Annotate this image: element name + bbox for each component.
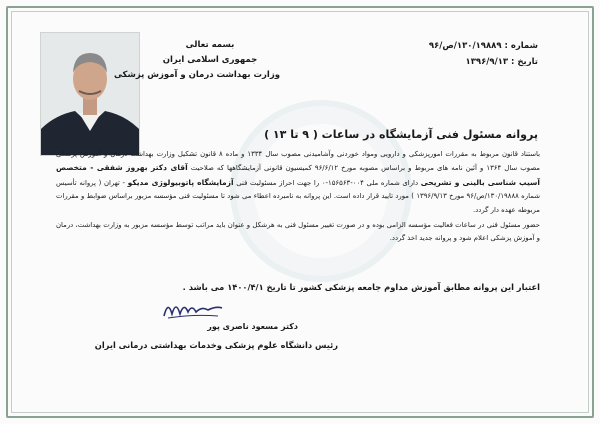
basmala: بسمه تعالی <box>185 40 235 50</box>
body-paragraph-2 <box>56 219 540 246</box>
document-number: شماره : ۱۳۰/۱۹۸۸۹/ص/۹۶ <box>428 41 538 51</box>
body-line-5: نامبرده اعطاء می شود تا مسئولیت فنی مؤسسه مزبور براساس ضوابط و مقررات مربوطه عهده دار گردد. <box>56 192 540 214</box>
handwritten-signature <box>158 296 228 322</box>
letterhead <box>113 38 280 83</box>
portrait-photo <box>40 32 140 156</box>
signatory-name: دکتر مسعود ناصری پور <box>207 322 298 331</box>
validity-statement: اعتبار این پروانه مطابق آموزش مداوم جامعه پزشکی کشور تا تاریخ ۱۴۰۰/۴/۱ می باشد . <box>182 282 540 292</box>
laboratory-name: آزمایشگاه پاتوبیولوژی مدیکو <box>127 177 234 187</box>
country-name: جمهوری اسلامی ایران <box>162 55 258 65</box>
body-line-3: دارای شماره ملی ۰۰۴-۱۵۶۵۶۳-۰ را جهت احراز مسئولیت فنی <box>236 178 419 187</box>
document-meta <box>429 38 538 70</box>
body-paragraph-1 <box>56 148 540 217</box>
body-line-1: باستناد قانون مربوط به مقررات امورپزشکی و دارویی ومواد خوردنی وآشامیدنی مصوب سال ۱۳۳۴ و ماده ۸ قانون تشکیل وزارت بهداشت درمان و <box>103 150 540 158</box>
portrait-image <box>41 33 139 155</box>
body-line-6: حضور مسئول فنی در ساعات فعالیت مؤسسه الزامی بوده و در صورت تغییر مسئول فنی به هرشکل و عنوان باید مراتب توسط مؤسسه مزبور به وزارت <box>103 221 540 230</box>
ministry-name: وزارت بهداشت درمان و آموزش پزشکی <box>113 70 280 80</box>
document-title: پروانه مسئول فنی آزمایشگاه در ساعات ( ۹ تا ۱۳ ) <box>264 128 538 141</box>
document-date: تاریخ : ۱۳۹۶/۹/۱۳ <box>465 57 538 67</box>
body-line-2: آموزش پزشکی مصوب سال ۱۳۶۴ و آئین نامه های مربوط و براساس مصوبه مورخ ۹۶/۶/۱۲ کمیسیون قانونی آزمایشگاهها که صلاحیت <box>56 150 540 173</box>
body-line-4: - تهران ( پروانه تأسیس شماره ۱۳۰/۱۹۸۸۸/ص/۹۶ مورخ ۱۳۹۶/۹/۱۳ ) مورد تایید قرار داده است. این پروانه به <box>56 178 540 201</box>
holder-name: آقای دکتر بهروز شفقی - متخصص آسیب شناسی بالینی و تشریحی <box>56 163 540 187</box>
body-line-7: بهداشت، درمان و آموزش پزشکی اعلام شود و پروانه جدید اخذ گردد. <box>56 221 540 243</box>
document-body <box>56 148 540 248</box>
signatory-title: رئیس دانشگاه علوم پزشکی وخدمات بهداشتی درمانی ایران <box>94 340 338 350</box>
